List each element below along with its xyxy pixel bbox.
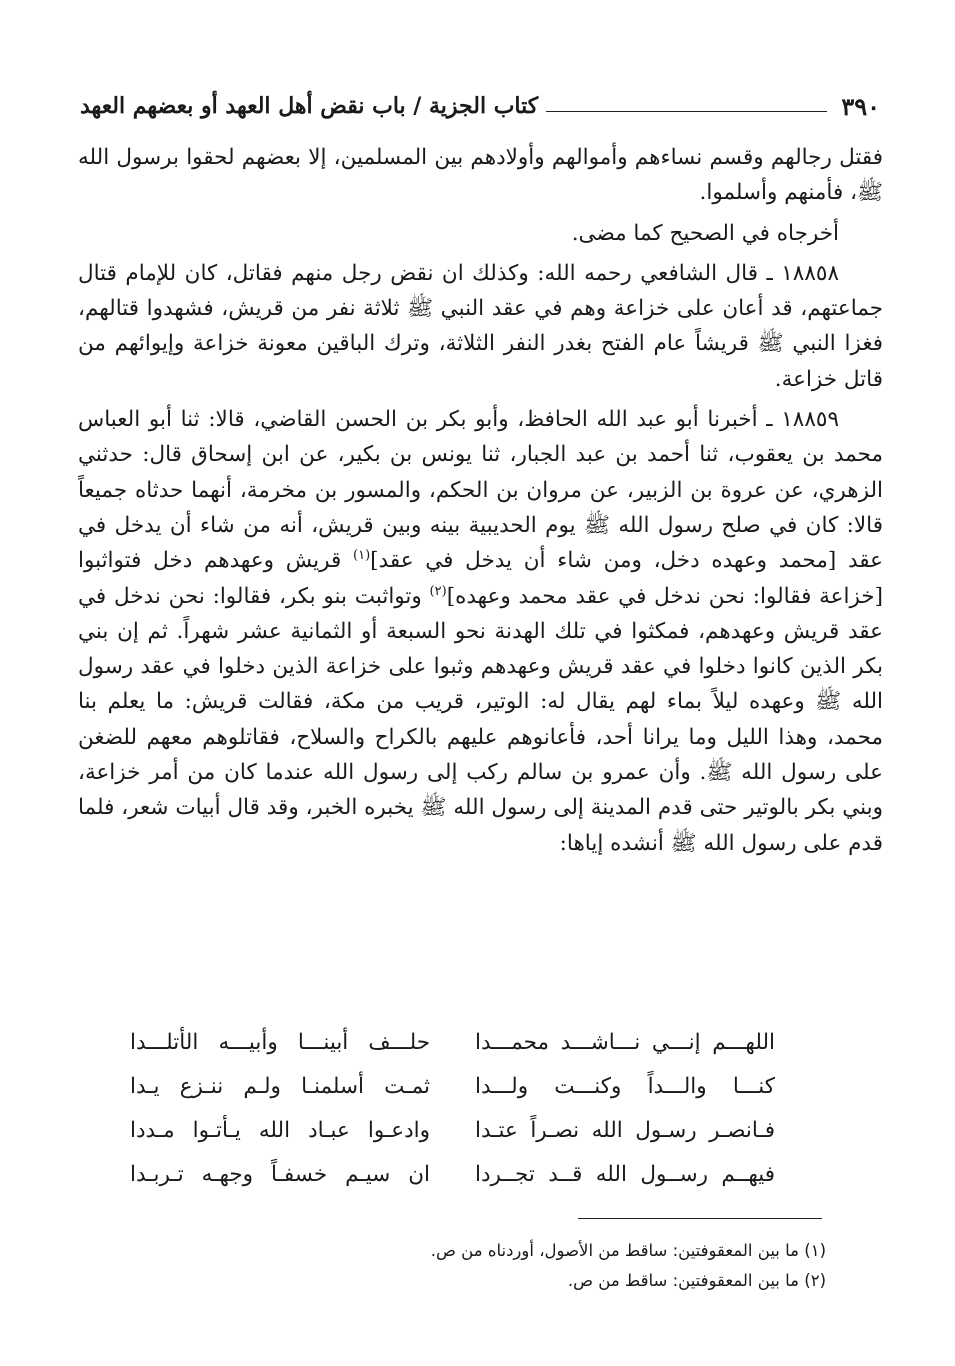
verse-second-hemistich: ثمـت أسلمنـا ولـم ننـزع يـدا	[130, 1073, 430, 1099]
paragraph-18858: ١٨٨٥٨ ـ قال الشافعي رحمه الله: وكذلك ان نقض رجل منهم فقاتل، كان للإمام قتال جماعتهم، قد أعان على خزاعة وهم في عقد النبي ﷺ ثلاثة نفر من قريش، فشهدوا قتالهم، فغزا النبي ﷺ قريشاً عام الفتح بغدر النفر الثلاثة، وترك الباقين معونة خزاعة وإيوائهم من قاتل خزاعة.	[78, 260, 883, 392]
verse-second-hemistich: وادعـوا عبـاد الله يـأتـوا مـددا	[130, 1117, 430, 1143]
verse-first-hemistich: اللهـــم إنـــي نـــاشـــد محمـــدا	[475, 1029, 775, 1055]
verse-first-hemistich: فـانصـر رسـول الله نصـراً عتـدا	[475, 1117, 775, 1143]
footnote-1: (١) ما بين المعقوفتين: ساقط من الأصول، أوردناه من ص.	[430, 1241, 826, 1260]
paragraph-continuation: فقتل رجالهم وقسم نساءهم وأموالهم وأولادهم بين المسلمين، إلا بعضهم لحقوا برسول الله ﷺ، فأمنهم وأسلموا.	[78, 145, 883, 206]
paragraph-18859-part-3: وتواثبت بنو بكر، فقالوا: نحن ندخل في عقد قريش وعهدهم، فمكثوا في تلك الهدنة نحو السبعة أو الثمانية عشر شهراً. ثم إن بني بكر الذين كانوا دخلوا في عقد قريش وعهدهم وثبوا على خزاعة الذين دخلوا في عقد رسول الله ﷺ وعهده ليلاً بماء لهم يقال له: الوتير، قريب من مكة، فقالت قريش: ما يعلم بنا محمد، وهذا الليل وما يرانا أحد، فأعانوهم عليهم بالكراح والسلاح، فقاتلوهم معهم للضغن على رسول الله ﷺ. وأن عمرو بن سالم ركب إلى رسول الله عندما كان من أمر خزاعة، وبني بكر بالوتير حتى قدم المدينة إلى رسول الله ﷺ يخبره الخبر، وقد قال أبيات شعر، فلما قدم على رسول الله ﷺ أنشده إياها:	[78, 583, 883, 856]
verse-second-hemistich: حلـــف أبينـــا وأبيـــه الأتلـــدا	[130, 1029, 430, 1055]
paragraph-18859-part-2: قريش وعهدهم دخل فتواثبوا [خزاعة فقالوا: نحن ندخل في عقد محمد وعهده]	[78, 548, 883, 609]
poem	[130, 1020, 775, 1196]
poem-verse	[130, 1020, 775, 1064]
footnote-ref-2: (٢)	[429, 583, 447, 599]
verse-first-hemistich: كنـــا والـــداً وكنـــت ولـــدا	[475, 1073, 775, 1099]
poem-verse	[130, 1152, 775, 1196]
paragraph-18859	[78, 402, 883, 861]
chapter-title: كتاب الجزية / باب نقض أهل العهد أو بعضهم العهد	[80, 93, 539, 119]
main-text	[78, 140, 883, 866]
verse-first-hemistich: فيهــم رســول الله قــد تجــردا	[475, 1161, 775, 1187]
footnote-separator	[578, 1218, 822, 1219]
footnotes	[380, 1236, 826, 1296]
running-header	[80, 88, 880, 124]
footnote-ref-1: (١)	[353, 548, 371, 564]
header-rule	[546, 111, 827, 112]
paragraph-citation: أخرجاه في الصحيح كما مضى.	[571, 220, 839, 246]
verse-second-hemistich: ان سيـم خسفـاً وجهـه تـربـدا	[130, 1161, 430, 1187]
paragraph-18859-part-1: ١٨٨٥٩ ـ أخبرنا أبو عبد الله الحافظ، وأبو بكر بن الحسن القاضي، قالا: ثنا أبو العباس محمد بن يعقوب، ثنا أحمد بن عبد الجبار، ثنا يونس بن بكير، عن ابن إسحاق قال: حدثني الزهري، عن عروة بن الزبير، عن مروان بن الحكم، والمسور بن مخرمة، أنهما حدثاه جميعاً قالا: كان في صلح رسول الله ﷺ يوم الحديبية بينه وبين قريش، أنه من شاء أن يدخل في عقد [محمد وعهده دخل، ومن شاء أن يدخل في عقد]	[78, 407, 883, 574]
footnote-2: (٢) ما بين المعقوفتين: ساقط من ص.	[567, 1271, 826, 1290]
page-number: ٣٩٠	[841, 91, 880, 121]
poem-verse	[130, 1064, 775, 1108]
poem-verse	[130, 1108, 775, 1152]
